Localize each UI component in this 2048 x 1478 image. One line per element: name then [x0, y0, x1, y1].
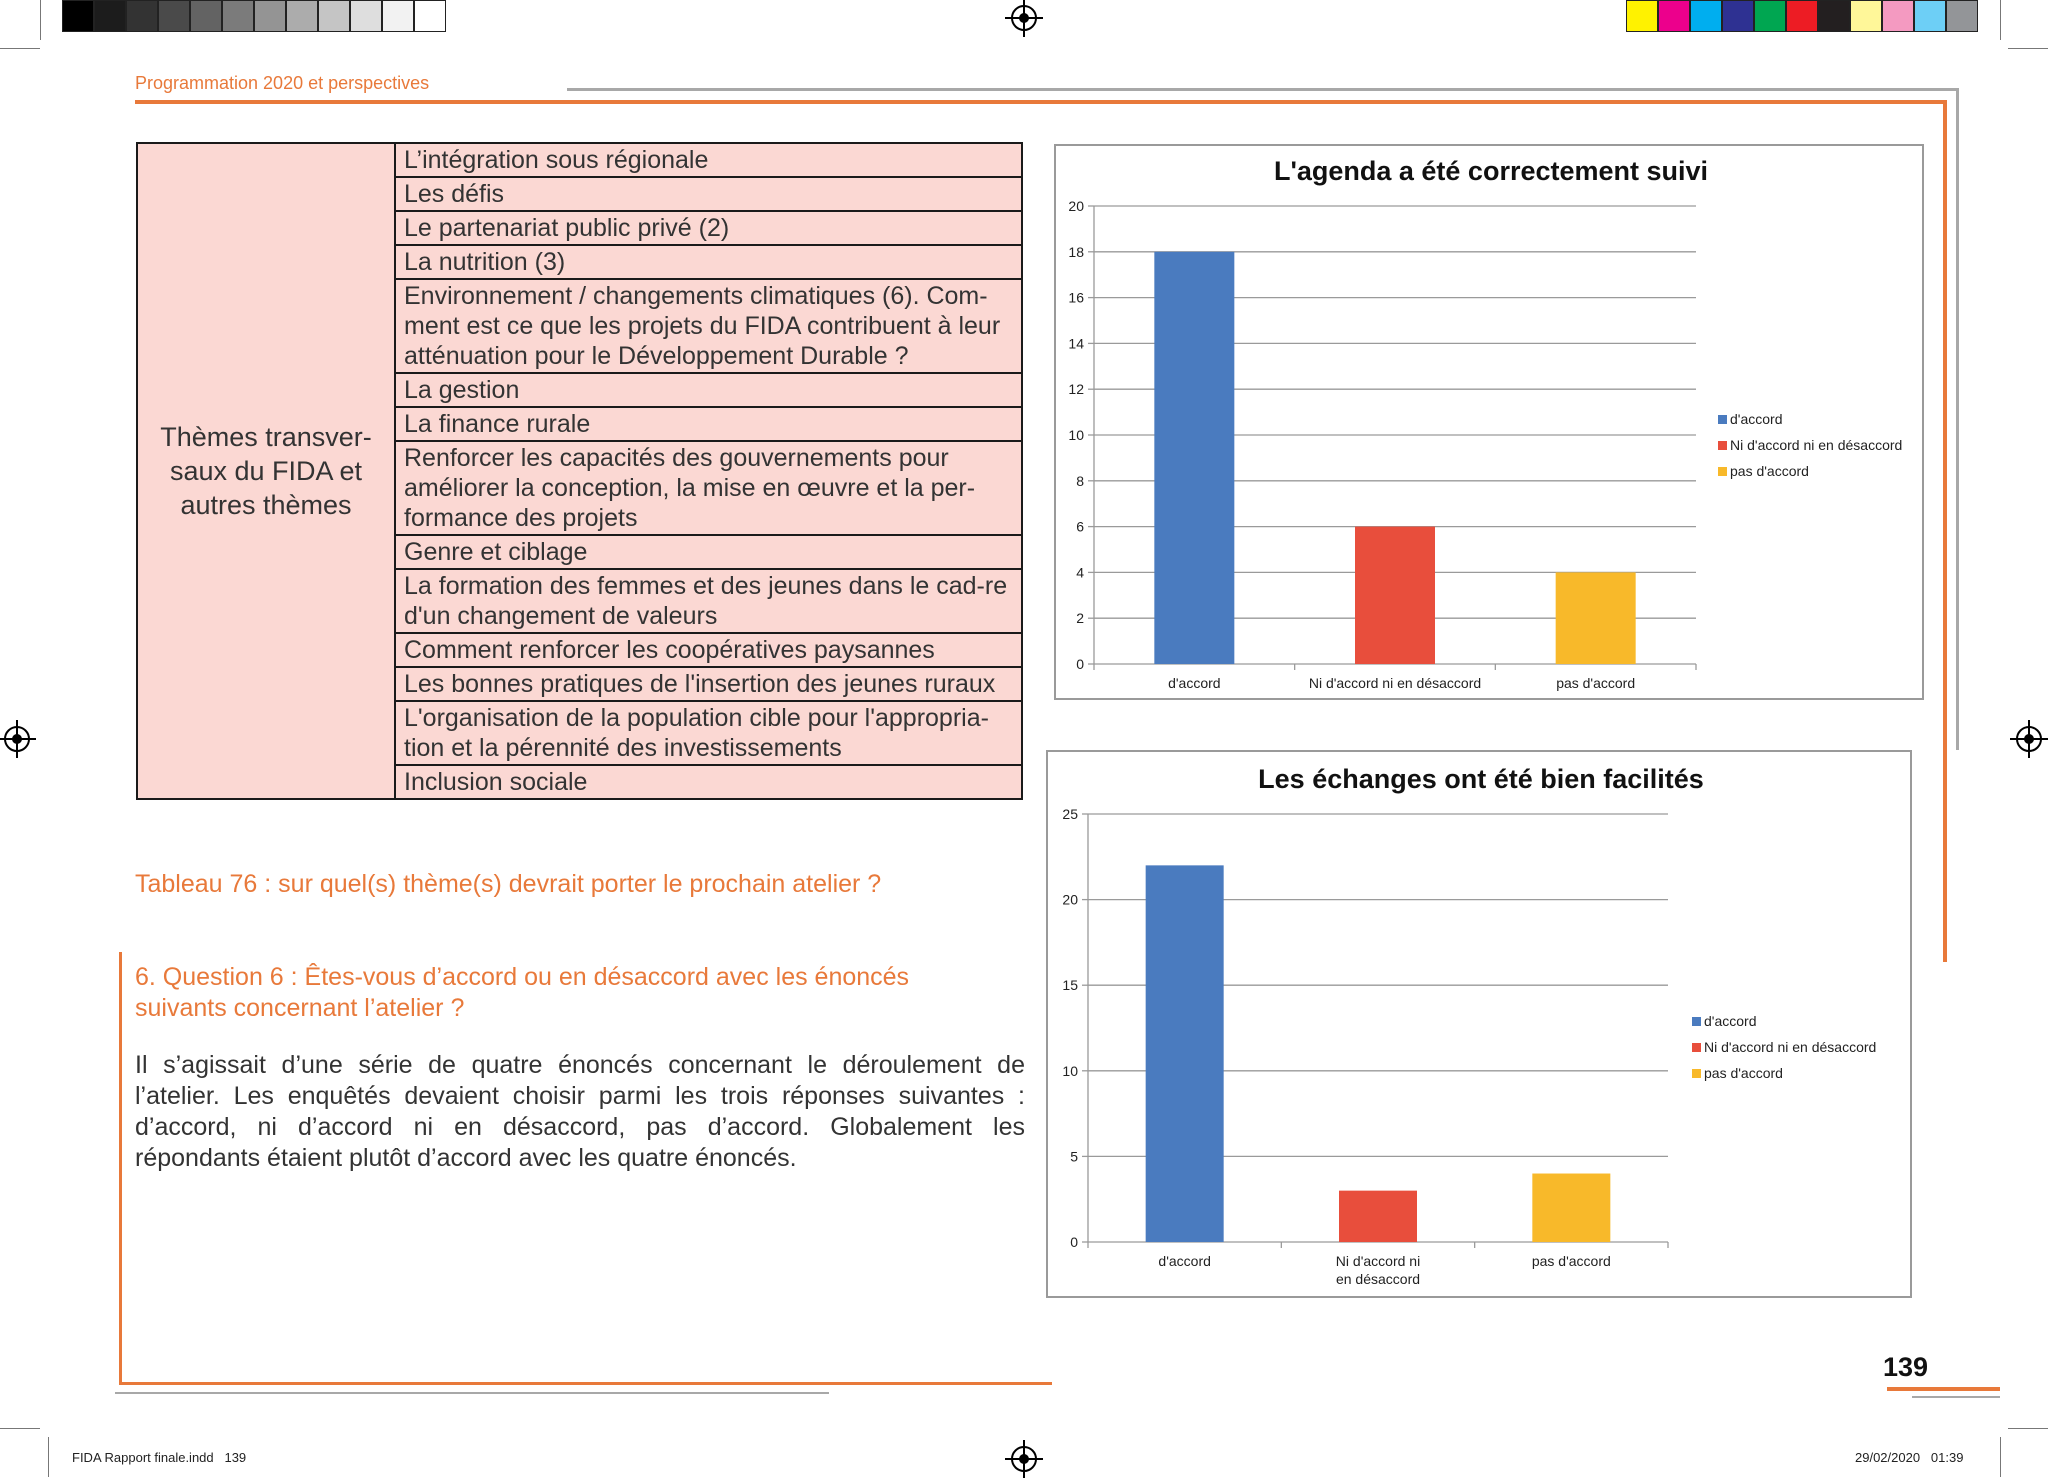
y-tick-label: 4	[1076, 564, 1084, 581]
y-tick-label: 10	[1062, 1062, 1078, 1079]
theme-cell: L’intégration sous régionale	[395, 143, 1022, 177]
legend-label: Ni d'accord ni en désaccord	[1730, 437, 1903, 453]
y-tick-label: 20	[1062, 891, 1078, 908]
theme-cell: Comment renforcer les coopératives paysannes	[395, 633, 1022, 667]
color-swatch	[254, 0, 286, 32]
legend-label: pas d'accord	[1730, 463, 1809, 479]
legend-swatch	[1718, 415, 1727, 424]
x-tick-label	[1336, 1253, 1420, 1287]
color-swatch	[318, 0, 350, 32]
theme-cell: Les bonnes pratiques de l'insertion des jeunes ruraux	[395, 667, 1022, 701]
legend-swatch	[1718, 441, 1727, 450]
bar	[1532, 1174, 1610, 1242]
bar	[1355, 527, 1435, 664]
registration-mark-icon	[4, 726, 30, 752]
color-swatch	[286, 0, 318, 32]
y-tick-label: 6	[1076, 518, 1084, 535]
bottom-rule	[115, 1392, 829, 1394]
legend-item	[1692, 1034, 1876, 1060]
color-swatch	[350, 0, 382, 32]
trim-mark	[2008, 48, 2048, 49]
legend-item	[1692, 1060, 1876, 1086]
footer-timestamp: 29/02/2020 01:39	[1855, 1450, 1964, 1465]
legend-label: d'accord	[1704, 1013, 1757, 1029]
page-number: 139	[1883, 1352, 1929, 1382]
x-tick-label: Ni d'accord ni en désaccord	[1308, 675, 1482, 691]
trim-mark	[2008, 1428, 2048, 1429]
bottom-rule	[119, 1382, 1052, 1385]
themes-table	[136, 142, 1023, 800]
x-tick-label: d'accord	[1168, 675, 1221, 691]
x-tick-label: pas d'accord	[1531, 1253, 1611, 1269]
y-tick-label: 14	[1068, 335, 1084, 352]
y-tick-label: 8	[1076, 472, 1084, 489]
y-tick-label: 10	[1068, 427, 1084, 443]
theme-cell: La finance rurale	[395, 407, 1022, 441]
color-swatch	[1722, 0, 1754, 32]
legend-label: pas d'accord	[1704, 1065, 1783, 1081]
color-swatch	[1786, 0, 1818, 32]
chart-agenda	[1054, 144, 1924, 700]
y-tick-label: 18	[1068, 243, 1084, 260]
trim-mark	[0, 48, 40, 49]
trim-mark	[2000, 0, 2001, 40]
y-tick-label: 20	[1068, 198, 1084, 214]
registration-mark-icon	[1011, 1446, 1037, 1472]
color-swatch	[1658, 0, 1690, 32]
x-tick-label: pas d'accord	[1556, 675, 1636, 691]
y-tick-label: 12	[1068, 381, 1084, 398]
color-swatch	[222, 0, 254, 32]
footer-file: FIDA Rapport finale.indd 139	[72, 1450, 247, 1465]
header-rule	[567, 88, 1959, 91]
legend-label: Ni d'accord ni en désaccord	[1704, 1039, 1877, 1055]
chart-legend	[1692, 1008, 1876, 1086]
color-swatch	[126, 0, 158, 32]
x-tick-label-line: en désaccord	[1335, 1271, 1421, 1287]
grey-color-bar	[62, 0, 446, 34]
main-theme-cell: Thèmes transver-saux du FIDA et autres thèmes	[137, 143, 395, 799]
color-swatch	[62, 0, 94, 32]
color-swatch	[1818, 0, 1850, 32]
legend-item	[1692, 1008, 1876, 1034]
legend-item	[1718, 432, 1902, 458]
legend-item	[1718, 458, 1902, 484]
trim-mark	[40, 0, 41, 40]
color-bar	[1626, 0, 1978, 34]
trim-mark	[2000, 1437, 2001, 1477]
theme-cell: Environnement / changements climatiques (6). Com-ment est ce que les projets du FIDA contribuent à leur atténuation pour le Développement Durable ?	[395, 279, 1022, 373]
registration-mark-icon	[2016, 726, 2042, 752]
legend-swatch	[1692, 1043, 1701, 1052]
chart-legend	[1718, 406, 1902, 484]
chart-title: L'agenda a été correctement suivi	[1273, 156, 1709, 186]
page-number-rule	[1912, 1396, 2000, 1398]
color-swatch	[1690, 0, 1722, 32]
trim-mark	[0, 1428, 40, 1429]
right-margin-rule	[1943, 100, 1947, 962]
registration-mark-icon	[1011, 5, 1037, 31]
y-tick-label: 2	[1076, 610, 1084, 627]
color-swatch	[1914, 0, 1946, 32]
question-paragraph: Il s’agissait d’une série de quatre énoncés concernant le déroulement de l’atelier. Les enquêtés devaient choisir parmi les trois réponses suivantes : d’accord, ni d’accord ni en désaccord, pas d’accord. Globalement les répondants étaient plutôt d’accord avec les quatre énoncés.	[135, 1051, 1025, 1172]
color-swatch	[1946, 0, 1978, 32]
chart-echanges	[1046, 750, 1912, 1298]
x-tick-label-line: Ni d'accord ni	[1335, 1253, 1421, 1269]
legend-swatch	[1718, 467, 1727, 476]
running-header: Programmation 2020 et perspectives	[135, 73, 430, 93]
bar	[1339, 1191, 1417, 1242]
color-swatch	[1882, 0, 1914, 32]
y-tick-label: 0	[1070, 1234, 1078, 1250]
legend-label: d'accord	[1730, 411, 1783, 427]
theme-cell: La nutrition (3)	[395, 245, 1022, 279]
y-tick-label: 25	[1062, 806, 1078, 822]
color-swatch	[94, 0, 126, 32]
theme-cell: Renforcer les capacités des gouvernements pour améliorer la conception, la mise en œuvre et la per-formance des projets	[395, 441, 1022, 535]
color-swatch	[190, 0, 222, 32]
color-swatch	[1850, 0, 1882, 32]
theme-cell: L'organisation de la population cible pour l'appropria-tion et la pérennité des investissements	[395, 701, 1022, 765]
theme-cell: Inclusion sociale	[395, 765, 1022, 799]
theme-cell: La formation des femmes et des jeunes dans le cad-re d'un changement de valeurs	[395, 569, 1022, 633]
question-heading: 6. Question 6 : Êtes-vous d’accord ou en désaccord avec les énoncés suivants concernant l’atelier ?	[135, 963, 910, 1022]
color-swatch	[1626, 0, 1658, 32]
y-tick-label: 0	[1076, 656, 1084, 672]
table-row	[137, 143, 1022, 177]
theme-cell: La gestion	[395, 373, 1022, 407]
legend-swatch	[1692, 1017, 1701, 1026]
page-number-rule	[1887, 1387, 2000, 1391]
bar	[1154, 252, 1234, 664]
theme-cell: Genre et ciblage	[395, 535, 1022, 569]
color-swatch	[382, 0, 414, 32]
chart-title: Les échanges ont été bien facilités	[1258, 764, 1704, 794]
color-swatch	[414, 0, 446, 32]
y-tick-label: 16	[1068, 289, 1084, 306]
table-caption: Tableau 76 : sur quel(s) thème(s) devrait porter le prochain atelier ?	[135, 870, 882, 898]
bar	[1556, 572, 1636, 664]
y-tick-label: 5	[1070, 1148, 1078, 1165]
header-rule	[135, 100, 1947, 104]
theme-cell: Le partenariat public privé (2)	[395, 211, 1022, 245]
legend-swatch	[1692, 1069, 1701, 1078]
x-tick-label: d'accord	[1158, 1253, 1211, 1269]
trim-mark	[48, 1437, 49, 1477]
left-margin-rule	[119, 952, 122, 1385]
bar	[1146, 865, 1224, 1242]
y-tick-label: 15	[1062, 977, 1078, 994]
legend-item	[1718, 406, 1902, 432]
color-swatch	[158, 0, 190, 32]
right-margin-rule	[1956, 90, 1959, 750]
theme-cell: Les défis	[395, 177, 1022, 211]
color-swatch	[1754, 0, 1786, 32]
